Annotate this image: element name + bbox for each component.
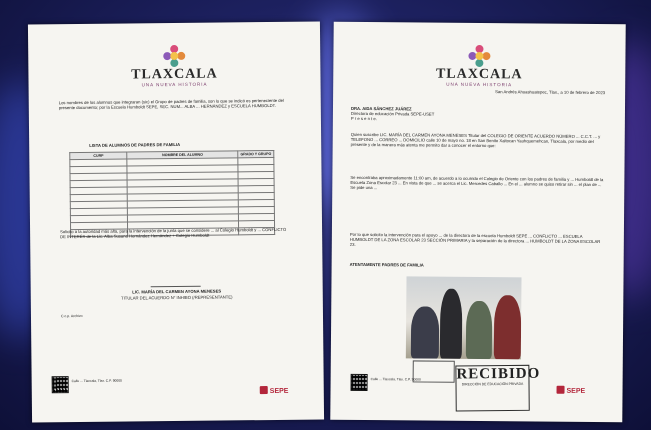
logo-tagline: UNA NUEVA HISTORIA bbox=[141, 81, 208, 88]
sepe-mark-icon bbox=[260, 386, 268, 394]
signature-line bbox=[151, 276, 201, 288]
left-document-page bbox=[28, 21, 324, 422]
received-stamp bbox=[455, 365, 541, 412]
tlaxcala-logo bbox=[28, 43, 320, 88]
cc-note: C.c.p. Archivo bbox=[60, 313, 83, 319]
body-paragraph-2: Se encontraba aproximadamente 11:00 am, de acuerdo a lo ocurrido el Colegio de Oriente con los padres de familia y ... Humboldt de la Escuela Zona Escolar 23 ... En vista de que ... se acerca el Lic. Mercedes Caballo ... En el ... alumno se quiso retirar sin ... el plan de ... Se pide una ... bbox=[350, 174, 604, 191]
qr-code bbox=[52, 376, 69, 393]
column-header: NOMBRE DEL ALUMNO bbox=[127, 151, 238, 159]
intro-paragraph: Los nombres de los alumnos que integraran (sic) el Grupo de padres de familia, son lo que se indicó es perteneciente del presente documento; por la Escuela Humboldt SEPE, SEC. NUM... ALBA ... HERNÁNDEZ y ESCUELA HUMBOLDT. bbox=[58, 97, 284, 111]
addressee-role: Directora de educación Privada SEPE-USET bbox=[350, 110, 435, 117]
stamp-subtext: DIRECCIÓN DE EDUCACIÓN PRIVADA bbox=[461, 381, 524, 387]
people-photo bbox=[406, 276, 522, 359]
logo-tagline: UNA NUEVA HISTORIA bbox=[446, 81, 513, 88]
logo-title: TLAXCALA bbox=[131, 66, 218, 83]
sepe-logo: SEPE bbox=[556, 386, 585, 395]
date-line: San Andrés Ahuashuatepec, Tlax., a 10 de febrero de 2023 bbox=[495, 89, 606, 96]
signature-role: TITULAR DEL ACUERDO N° INHIBO (/REPRESENTANTE) bbox=[121, 294, 233, 301]
logo-title: TLAXCALA bbox=[435, 66, 523, 83]
body-paragraph-1: Quien suscribe LIC. MARÍA DEL CARMEN AYONA MENESES Titular del COLEGIO DE ORIENTE ACUERDO NÚMERO ... C.C.T. ... y TELEFONO ... CORREO ... DOMICILIO calle 10 de mayo no. 18 en San Benito Xaltocan Yauhquemehcan, Tlaxcala, por medio del presente y de la manera más atenta me permito dar a conocer el entorno que: bbox=[350, 131, 601, 149]
column-header: GRADO Y GRUPO bbox=[238, 150, 274, 157]
column-header: CURP bbox=[70, 152, 127, 160]
footer-address: Calle ... Tlaxcala, Tlax. C.P. 90000 bbox=[370, 377, 421, 382]
signers-line: ATENTAMENTE PADRES DE FAMILIA bbox=[349, 261, 424, 268]
table-caption: LISTA DE ALUMNOS DE PADRES DE FAMILIA bbox=[89, 141, 181, 148]
stamp-text: RECIBIDO bbox=[456, 365, 541, 383]
sepe-logo: SEPE bbox=[260, 386, 289, 395]
addressee-name: DRA. AIDA SÁNCHEZ JUÁREZ bbox=[350, 105, 412, 112]
footer-address: Calle ... Tlaxcala, Tlax. C.P. 90000 bbox=[71, 378, 122, 384]
tlaxcala-logo bbox=[333, 44, 625, 89]
addressee-salutation: P r e s e n t e. bbox=[350, 115, 377, 122]
body-paragraph-3: Por lo que solicito la intervención para el apoyo ... de la directora de la escuela Humboldt SEPE ... CONFLICTO ... ESCUELA HUMBOLDT DE LA ZONA ESCOLAR 23 SECCIÓN PRIMARIA y la separación de la directora ... HUMBOLDT DE LA ZONA ESCOLAR 23. bbox=[349, 231, 601, 248]
student-table bbox=[69, 150, 275, 237]
sepe-mark-icon bbox=[557, 386, 565, 394]
right-document-page bbox=[330, 22, 625, 423]
qr-code bbox=[351, 374, 368, 391]
signature-name: LIC. MARÍA DEL CARMEN AYONA MENESES bbox=[132, 288, 222, 295]
flower-logo-icon bbox=[163, 45, 185, 67]
flower-logo-icon bbox=[468, 45, 490, 67]
closing-paragraph: Solicito a la autoridad más alta, para la intervención de la junta que se considere ... al Colegio Humboldt y ... CONFLICTO DE INTERÉS de la Lic. Alba Susana Hernández Hernández + Colegio Humboldt bbox=[60, 226, 287, 240]
